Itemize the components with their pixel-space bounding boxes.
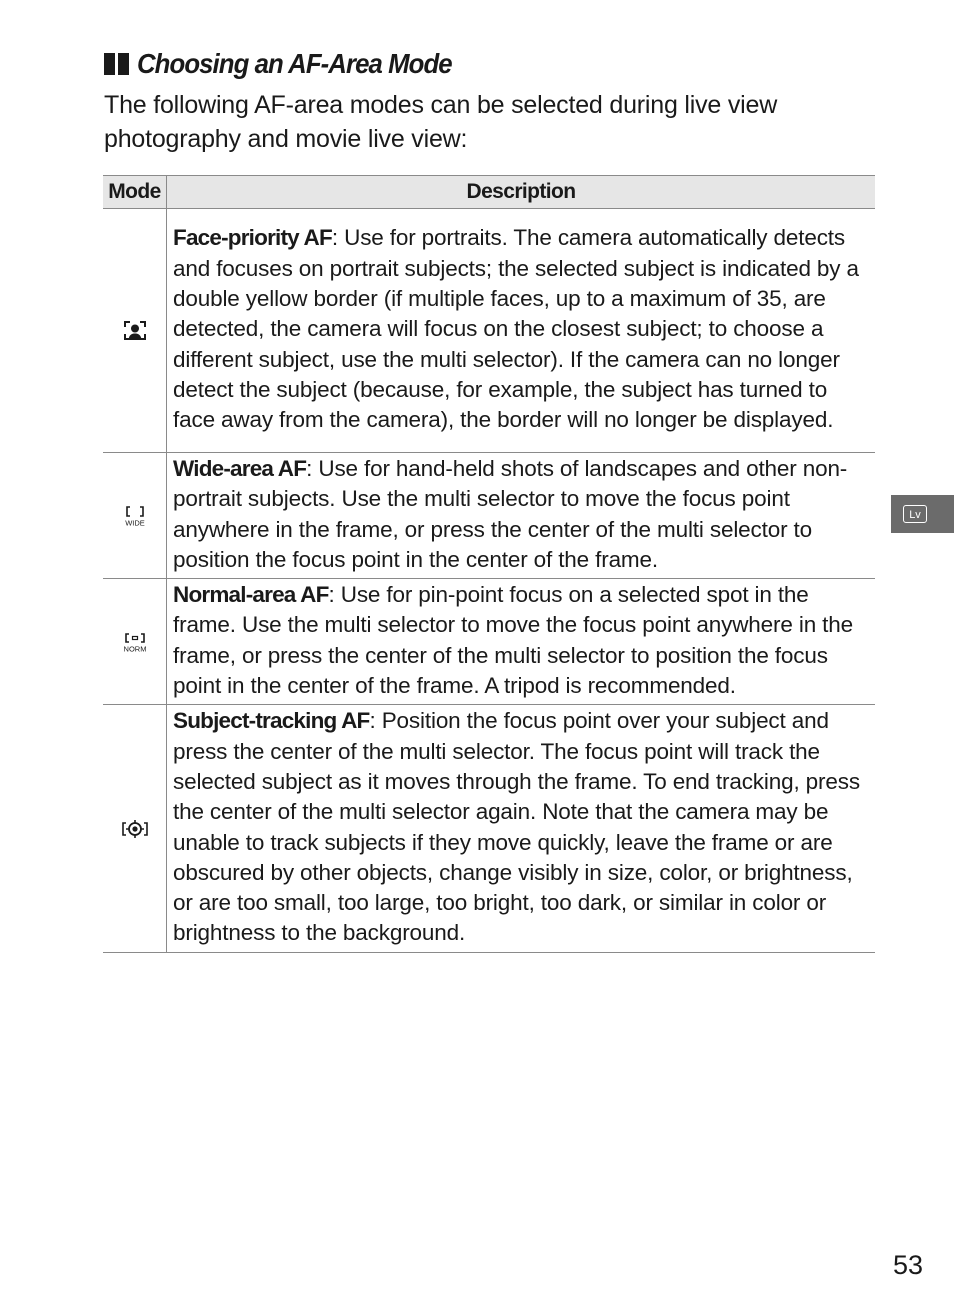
mode-term: Face-priority AF bbox=[173, 225, 332, 251]
table-header-row bbox=[103, 176, 875, 209]
mode-cell bbox=[103, 705, 167, 952]
mode-cell bbox=[103, 579, 167, 705]
live-view-icon: Lv bbox=[903, 505, 927, 523]
page-number: 53 bbox=[893, 1250, 924, 1280]
description-cell bbox=[167, 209, 876, 453]
mode-description: : Use for pin-point focus on a selected spot in the frame. Use the multi selector to move the focus point anywhere in the frame, or press the center of the multi selector to position the focus point in the center of the frame. A tripod is recommended. bbox=[173, 582, 853, 699]
wide-icon-label: WIDE bbox=[124, 518, 145, 527]
mode-term: Wide-area AF bbox=[173, 456, 307, 481]
subject-tracking-af-icon bbox=[121, 818, 149, 840]
mode-cell bbox=[103, 209, 167, 453]
section-heading bbox=[104, 48, 479, 80]
description-cell bbox=[167, 705, 876, 952]
mode-term: Normal-area AF bbox=[173, 582, 329, 608]
mode-description: : Use for hand-held shots of landscapes and other non-portrait subjects. Use the multi selector to move the focus point anywhere in the frame, or press the center of the multi selector to position the focus point in the center of the frame. bbox=[173, 456, 848, 572]
table-row bbox=[103, 209, 875, 453]
table-row bbox=[103, 705, 875, 952]
mode-term: Subject-tracking AF bbox=[173, 708, 370, 734]
column-header-mode: Mode bbox=[103, 176, 167, 209]
heading-marker-icon bbox=[104, 53, 129, 75]
live-view-section-tab bbox=[891, 495, 954, 533]
norm-icon-label: NORM bbox=[123, 644, 146, 653]
description-cell bbox=[167, 579, 876, 705]
mode-description: : Position the focus point over your subject and press the center of the multi selector. The focus point will track the selected subject as it moves through the frame. To end tracking, press the center of the multi selector again. Note that the camera may be unable to track subjects if they move quickly, leave the frame or are obscured by other objects, change visibly in size, color, or brightness, or are too small, too large, too bright, too dark, or similar in color or brightness to the background. bbox=[173, 708, 860, 946]
table-row bbox=[103, 579, 875, 705]
face-priority-af-icon bbox=[124, 321, 146, 341]
wide-area-af-icon bbox=[123, 505, 147, 527]
column-header-description: Description bbox=[167, 176, 876, 209]
mode-cell bbox=[103, 453, 167, 579]
section-title: Choosing an AF-Area Mode bbox=[137, 48, 452, 79]
normal-area-af-icon bbox=[123, 631, 147, 653]
mode-description: : Use for portraits. The camera automatically detects and focuses on portrait subjects; the selected subject is indicated by a double yellow border (if multiple faces, up to a maximum of 35, are detected, the camera will focus on the closest subject; to choose a different subject, use the multi selector). If the camera can no longer detect the subject (because, for example, the subject has turned to face away from the camera), the border will no longer be displayed. bbox=[173, 225, 859, 433]
af-area-mode-table bbox=[103, 175, 875, 953]
table-row bbox=[103, 453, 875, 579]
description-cell bbox=[167, 453, 876, 579]
intro-paragraph: The following AF-area modes can be selected during live view photography and movie live view: bbox=[104, 91, 778, 153]
